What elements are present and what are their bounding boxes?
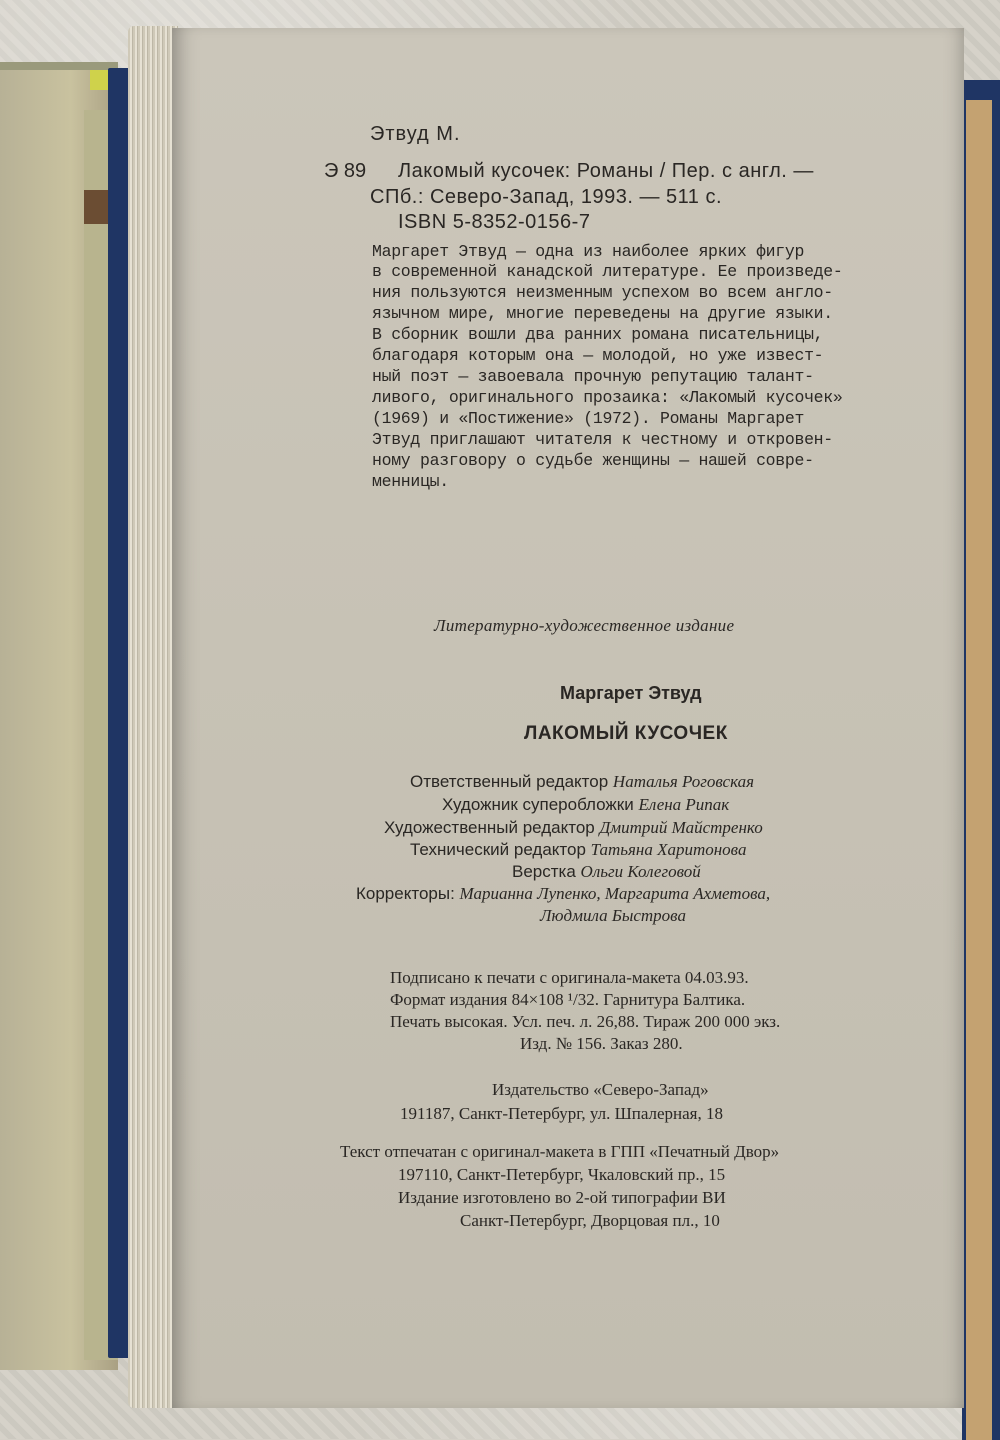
- annotation-line: благодаря которым она — молодой, но уже извест-: [372, 346, 824, 365]
- printer-line: 197110, Санкт-Петербург, Чкаловский пр., 15: [398, 1165, 726, 1184]
- right-book-cover: [962, 80, 1000, 1440]
- publisher-line: Издательство «Северо-Запад»: [492, 1080, 709, 1099]
- credit-role: Верстка: [512, 862, 576, 881]
- annotation-line: ливого, оригинального прозаика: «Лакомый кусочек»: [372, 388, 843, 407]
- edition-genre: Литературно-художественное издание: [434, 616, 735, 635]
- credit-line: [442, 795, 729, 815]
- printer-line: Текст отпечатан с оригинал-макета в ГПП «Печатный Двор»: [340, 1142, 780, 1161]
- print-info-line: Изд. № 156. Заказ 280.: [520, 1034, 683, 1053]
- right-page-edge: [966, 100, 992, 1440]
- credit-line: [540, 906, 686, 926]
- book-author: Маргарет Этвуд: [560, 683, 702, 703]
- catalog-bib-line-1: Лакомый кусочек: Романы / Пер. с англ. —: [398, 160, 814, 182]
- annotation-line: В сборник вошли два ранних романа писательницы,: [372, 325, 824, 344]
- print-info-line: Печать высокая. Усл. печ. л. 26,88. Тираж 200 000 экз.: [390, 1012, 781, 1031]
- credit-line: [384, 818, 763, 838]
- catalog-bib-line-2: СПб.: Северо-Запад, 1993. — 511 с.: [370, 186, 723, 208]
- annotation-line: Этвуд приглашают читателя к честному и откровен-: [372, 430, 833, 449]
- left-book-edge: [0, 62, 118, 1370]
- credit-name: Людмила Быстрова: [540, 906, 686, 925]
- credit-role: Корректоры:: [356, 884, 455, 903]
- credit-role: Художник суперобложки: [442, 795, 634, 814]
- credit-role: Художественный редактор: [384, 818, 595, 837]
- annotation-line: ному разговору о судьбе женщины — нашей совре-: [372, 451, 814, 470]
- catalog-isbn: ISBN 5-8352-0156-7: [398, 211, 591, 233]
- printer-line: Санкт-Петербург, Дворцовая пл., 10: [460, 1211, 720, 1230]
- credit-name: Марианна Лупенко, Маргарита Ахметова,: [459, 884, 771, 903]
- annotation-line: язычном мире, многие переведены на другие языки.: [372, 304, 833, 323]
- credit-name: Ольги Колеговой: [580, 862, 701, 881]
- print-info-line: Подписано к печати с оригинала-макета 04.03.93.: [390, 968, 749, 987]
- catalog-author: Этвуд М.: [370, 123, 461, 145]
- credit-name: Елена Рипак: [638, 795, 730, 814]
- credit-line: [410, 840, 746, 860]
- annotation-line: (1969) и «Постижение» (1972). Романы Маргарет: [372, 409, 805, 428]
- annotation-line: в современной канадской литературе. Ее произведе-: [372, 262, 843, 281]
- credit-role: Технический редактор: [410, 840, 586, 859]
- credit-name: Дмитрий Майстренко: [599, 818, 763, 837]
- credit-name: Наталья Роговская: [612, 772, 755, 791]
- page-block-edge: [128, 26, 178, 1408]
- print-info-line: Формат издания 84×108 ¹/32. Гарнитура Балтика.: [390, 990, 746, 1009]
- catalog-code: Э 89: [324, 160, 367, 182]
- credit-line: [410, 772, 754, 792]
- publisher-line: 191187, Санкт-Петербург, ул. Шпалерная, 18: [400, 1104, 723, 1123]
- annotation-line: ный поэт — завоевала прочную репутацию талант-: [372, 367, 814, 386]
- book-title: ЛАКОМЫЙ КУСОЧЕК: [524, 723, 728, 744]
- credit-role: Ответственный редактор: [410, 772, 609, 791]
- printer-line: Издание изготовлено во 2-ой типографии ВИ: [398, 1188, 726, 1207]
- annotation-line: ния пользуются неизменным успехом во всем англо-: [372, 283, 833, 302]
- annotation-line: Маргарет Этвуд — одна из наиболее ярких фигур: [372, 242, 805, 261]
- credit-name: Татьяна Харитонова: [590, 840, 747, 859]
- annotation-line: менницы.: [372, 472, 449, 491]
- credit-line: [512, 862, 701, 882]
- book-page: [172, 28, 964, 1408]
- credit-line: [356, 884, 770, 904]
